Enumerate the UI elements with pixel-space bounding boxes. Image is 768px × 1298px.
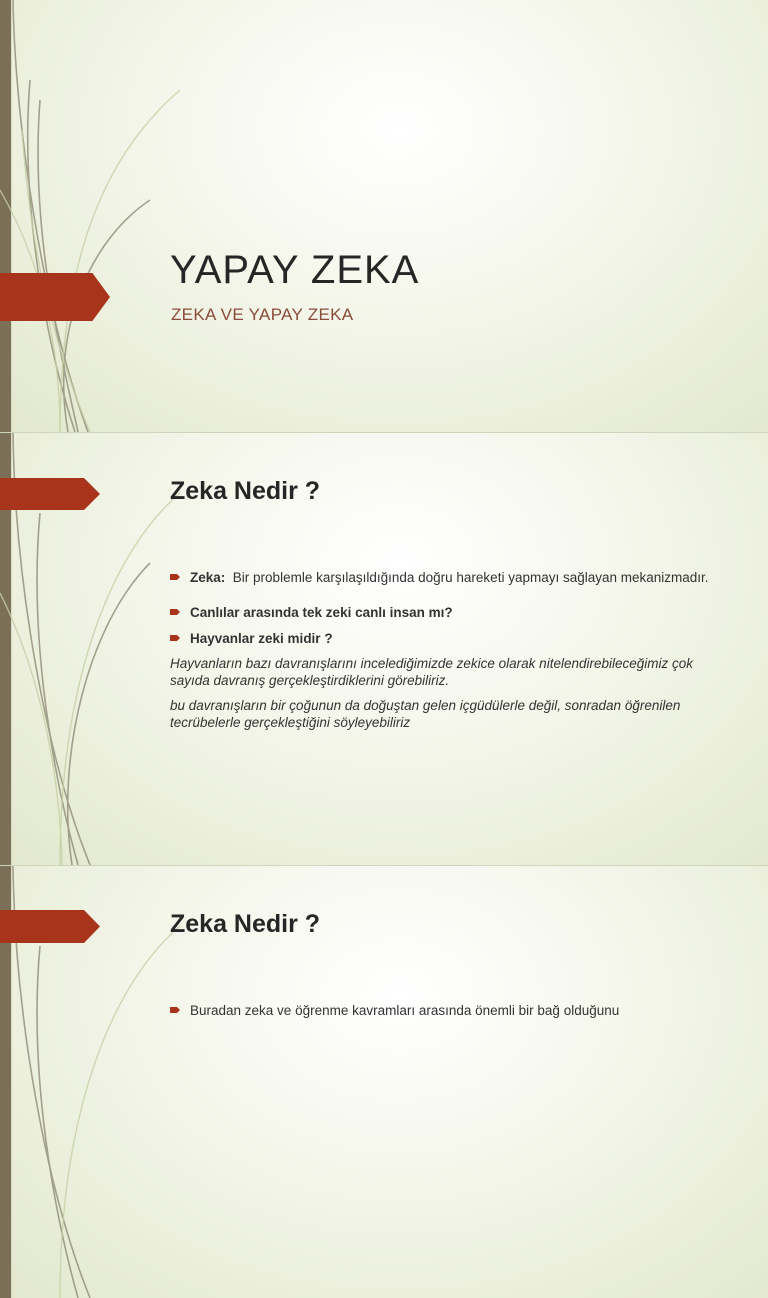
slide-content — [170, 569, 730, 731]
list-item — [170, 1002, 730, 1019]
list-item — [170, 604, 730, 621]
heading-arrow-marker — [0, 910, 100, 943]
list-item — [170, 569, 730, 586]
question-text: Canlılar arasında tek zeki canlı insan mı? — [190, 605, 453, 620]
term-definition: Bir problemle karşılaşıldığında doğru hareketi yapmayı sağlayan mekanizmadır. — [232, 570, 709, 585]
slide-content — [170, 1002, 730, 1019]
slide-heading: Zeka Nedir ? — [170, 910, 321, 938]
paragraph-2: bu davranışların bir çoğunun da doğuştan gelen içgüdülerle değil, sonradan öğrenilen tecrübelerle gerçekleştiğini söyleyebiliriz — [170, 698, 681, 730]
presentation-subtitle: ZEKA VE YAPAY ZEKA — [171, 305, 354, 324]
paragraph-1: Hayvanların bazı davranışlarını incelediğimizde zekice olarak nitelendirebileceğimiz çok sayıda davranış gerçekleştirdiklerini görebiliriz. — [170, 656, 694, 688]
slide-title — [0, 0, 768, 432]
slide-heading: Zeka Nedir ? — [170, 477, 321, 505]
arrow-bullet-icon — [170, 1006, 180, 1014]
arrow-bullet-icon — [170, 608, 180, 616]
arrow-bullet-icon — [170, 573, 180, 581]
slide-zeka-nedir-2 — [0, 866, 768, 1298]
title-arrow-marker — [0, 273, 110, 321]
leaf-decoration-icon — [0, 0, 200, 432]
slide-zeka-nedir-1 — [0, 433, 768, 865]
heading-arrow-marker — [0, 478, 100, 510]
term-label: Zeka: — [190, 570, 226, 585]
question-text: Hayvanlar zeki midir ? — [190, 631, 333, 646]
bullet-text: Buradan zeka ve öğrenme kavramları arasında önemli bir bağ olduğunu — [190, 1003, 620, 1018]
list-item — [170, 630, 730, 647]
presentation-title: YAPAY ZEKA — [170, 248, 420, 292]
arrow-bullet-icon — [170, 634, 180, 642]
